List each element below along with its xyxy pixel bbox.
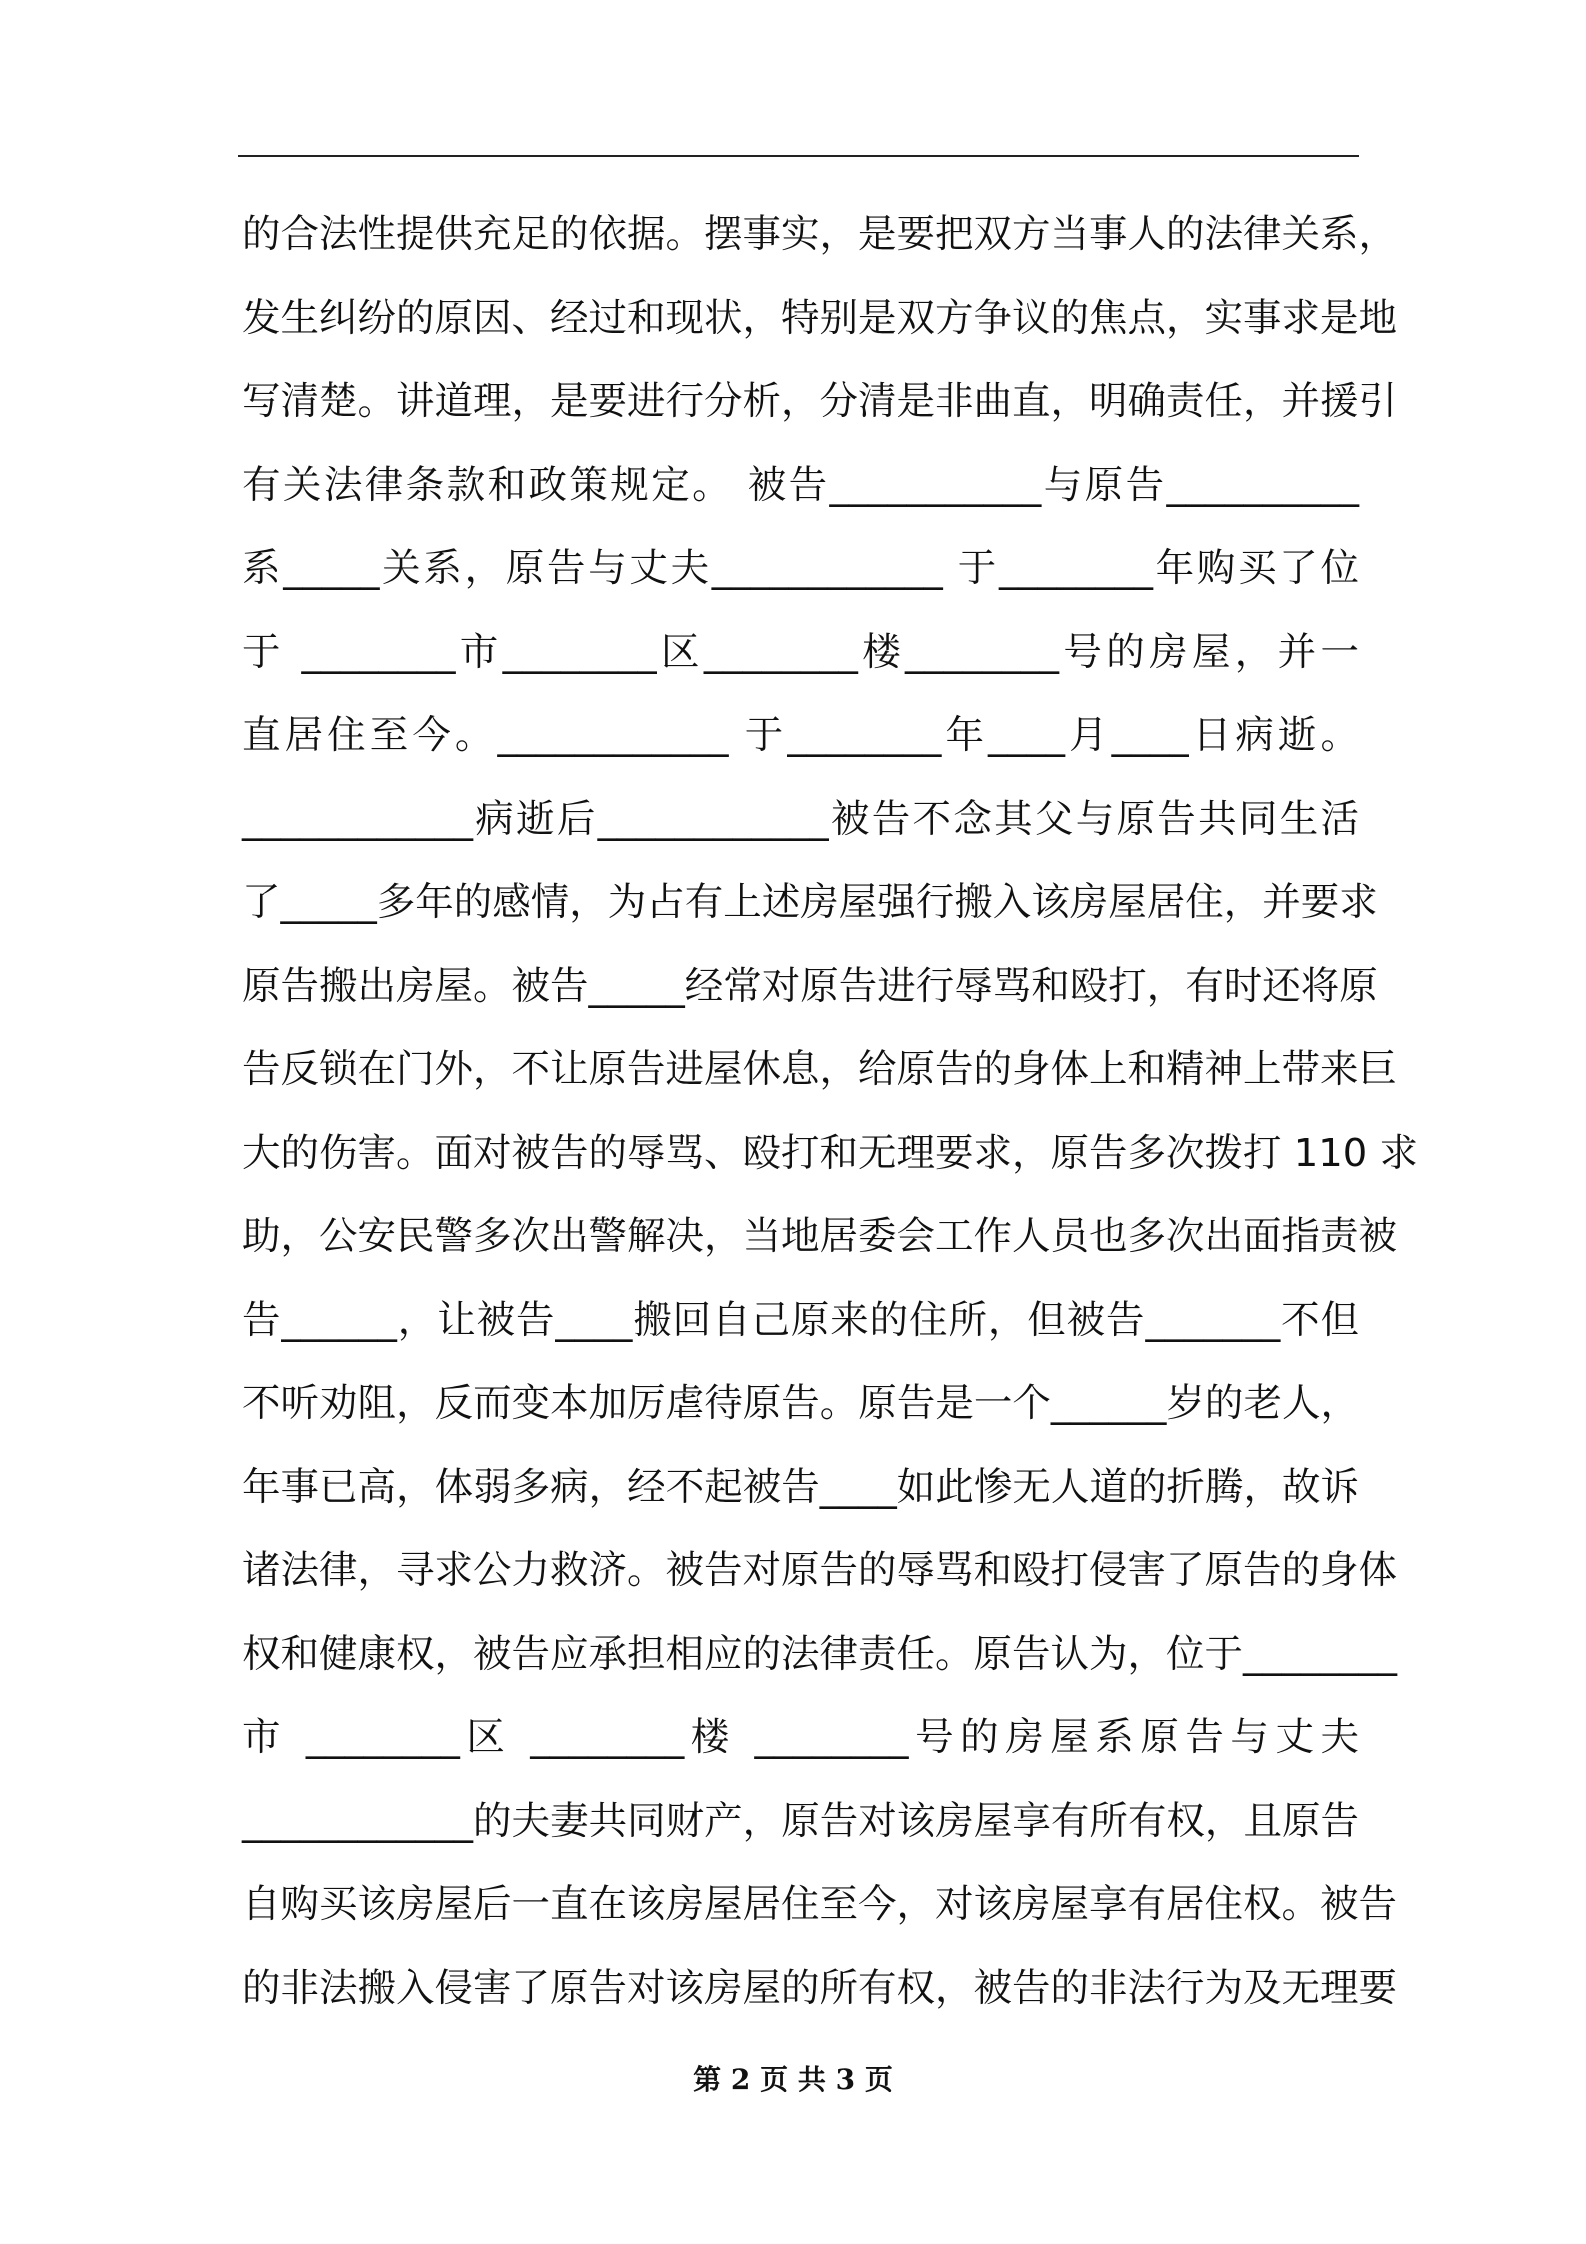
paragraph-line: 的非法搬入侵害了原告对该房屋的所有权，被告的非法行为及无理要 bbox=[242, 1965, 1398, 2011]
paragraph-line: 于 ________市________区________楼________号的房屋，并一 bbox=[242, 629, 1359, 675]
paragraph-line: 不听劝阻，反而变本加厉虐待原告。原告是一个______岁的老人， bbox=[242, 1381, 1359, 1426]
paragraph-line: 写清楚。讲道理，是要进行分析，分清是非曲直，明确责任，并援引 bbox=[242, 379, 1398, 424]
paragraph-line: 直居住至今。____________ 于________年____月____日病逝。 bbox=[242, 713, 1359, 758]
paragraph-line: 权和健康权，被告应承担相应的法律责任。原告认为，位于________ bbox=[242, 1631, 1398, 1677]
paragraph-line: 了_____多年的感情，为占有上述房屋强行搬入该房屋居住，并要求 bbox=[242, 880, 1378, 925]
paragraph-line: ____________病逝后____________被告不念其父与原告共同生活 bbox=[242, 796, 1359, 842]
paragraph-line: 的合法性提供充足的依据。摆事实，是要把双方当事人的法律关系， bbox=[242, 212, 1398, 257]
paragraph-line: 大的伤害。面对被告的辱骂、殴打和无理要求，原告多次拨打 110 求 bbox=[242, 1130, 1418, 1176]
paragraph-line: 年事已高，体弱多病，经不起被告____如此惨无人道的折腾，故诉 bbox=[242, 1464, 1359, 1510]
paragraph-line: 系_____关系，原告与丈夫____________ 于________年购买了位 bbox=[242, 546, 1359, 591]
paragraph-line: 告反锁在门外，不让原告进屋休息，给原告的身体上和精神上带来巨 bbox=[242, 1047, 1398, 1092]
paragraph-line: 发生纠纷的原因、经过和现状，特别是双方争议的焦点，实事求是地 bbox=[242, 295, 1398, 341]
paragraph-line: ____________的夫妻共同财产，原告对该房屋享有所有权，且原告 bbox=[242, 1798, 1359, 1844]
paragraph-line: 市 ________区 ________楼 ________号的房屋系原告与丈夫 bbox=[242, 1715, 1359, 1760]
paragraph-line: 助，公安民警多次出警解决，当地居委会工作人员也多次出面指责被 bbox=[242, 1214, 1398, 1259]
header-rule bbox=[238, 155, 1359, 157]
document-body bbox=[242, 193, 1418, 2030]
paragraph-line: 有关法律条款和政策规定。 被告___________与原告__________ bbox=[242, 462, 1359, 508]
paragraph-line: 告______，让被告____搬回自己原来的住所，但被告_______不但 bbox=[242, 1297, 1359, 1343]
paragraph-line: 诸法律，寻求公力救济。被告对原告的辱骂和殴打侵害了原告的身体 bbox=[242, 1548, 1398, 1593]
paragraph-line: 自购买该房屋后一直在该房屋居住至今，对该房屋享有居住权。被告 bbox=[242, 1882, 1398, 1927]
paragraph-line: 原告搬出房屋。被告_____经常对原告进行辱骂和殴打，有时还将原 bbox=[242, 963, 1378, 1009]
page-number-footer: 第 2 页 共 3 页 bbox=[693, 2063, 893, 2096]
